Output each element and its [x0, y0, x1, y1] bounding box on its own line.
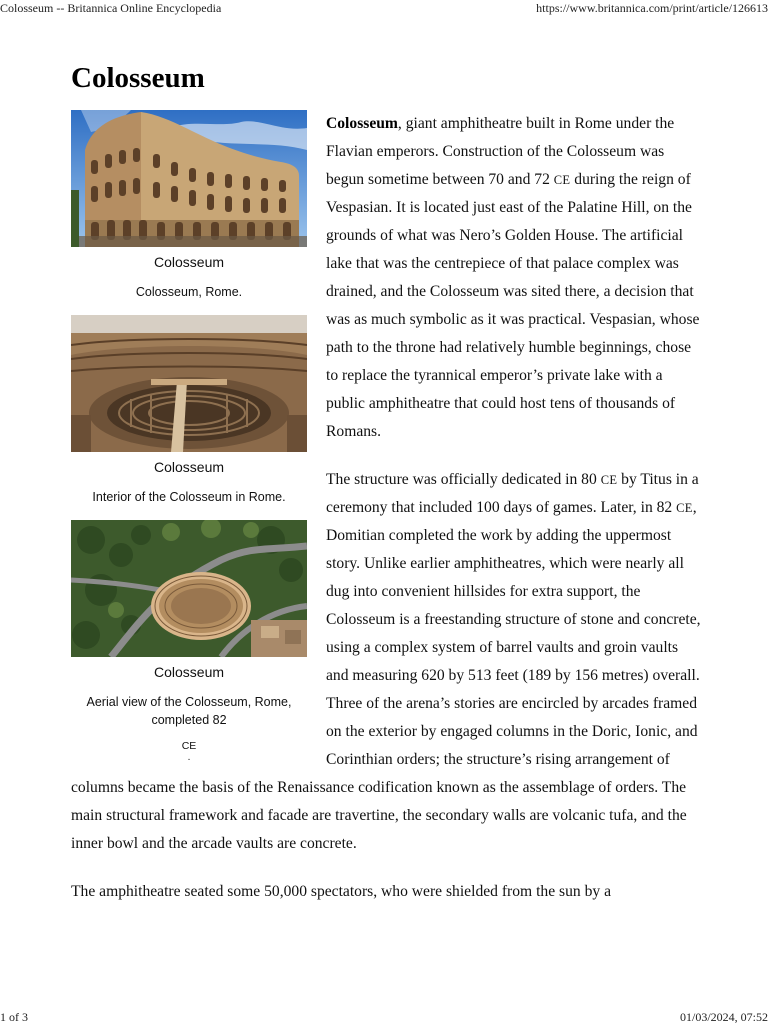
era-abbr: CE [676, 501, 693, 515]
paragraph-text: , giant amphitheatre built in Rome under the Flavian emperors. Construction of the Colosseum was begun sometime between 70 and 72 [326, 115, 675, 188]
page-count: 1 of 3 [0, 1010, 28, 1024]
figure-column-spacer [71, 110, 326, 770]
article-paragraph-3 [71, 878, 701, 906]
paragraph-text: The structure was officially dedicated in 80 [326, 471, 601, 488]
figure-title: Colosseum [153, 664, 225, 680]
article-title: Colosseum [71, 62, 205, 94]
paragraph-text: The amphitheatre seated some 50,000 spectators, who were shielded from the sun by a [71, 883, 611, 900]
article-body [71, 110, 701, 926]
figure-title: Colosseum [153, 459, 225, 475]
era-abbr: CE [600, 473, 618, 487]
era-abbr: CE [553, 173, 571, 187]
paragraph-text: by Titus in a ceremony that included 100 days of games. Later, in 82 [326, 471, 699, 516]
paragraph-text: , Domitian completed the work by adding the uppermost story. Unlike earlier amphitheatres, which were nearly all dug into convenient hillsides for extra support, the Colosseum is a freestanding structure of stone and concrete, using a complex system of barrel vaults and groin vaults and measuring 620 by 513 feet (189 by 156 metres) overall. Three of the arena’s stories are encircled by arcades framed on the exterior by engaged columns in the Doric, Ionic, and Corinthian orders; the structure’s rising arrangement of columns became the basis of the Renaissance codification known as the assemblage of orders. The main structural framework and facade are travertine, the secondary walls are volcanic tufa, and the inner bowl and the arcade vaults are concrete. [71, 499, 701, 852]
figure-caption: Colosseum, Rome. [135, 285, 243, 299]
figure-caption-era: CE [181, 740, 197, 752]
paragraph-text: during the reign of Vespasian. It is located just east of the Palatine Hill, on the grounds of what was Nero’s Golden House. The artificial lake that was the centrepiece of that palace complex was drained, and the Colosseum was sited there, a decision that was as much symbolic as it was practical. Vespasian, whose path to the throne had relatively humble beginnings, chose to replace the tyrannical emperor’s private lake with a public amphitheatre that could host tens of thousands of Romans. [326, 171, 700, 440]
figure-caption: Aerial view of the Colosseum, Rome, completed 82 [86, 695, 292, 727]
figure-caption: Interior of the Colosseum in Rome. [92, 490, 286, 504]
figure-title: Colosseum [153, 254, 225, 270]
print-header [0, 1, 768, 17]
print-header-title: Colosseum -- Britannica Online Encyclopedia [0, 1, 222, 15]
print-timestamp: 01/03/2024, 07:52 [679, 1010, 768, 1024]
print-header-url: https://www.britannica.com/print/article/126613 [536, 1, 768, 15]
lead-term: Colosseum [326, 115, 398, 132]
figure-caption-end: . [187, 752, 191, 763]
